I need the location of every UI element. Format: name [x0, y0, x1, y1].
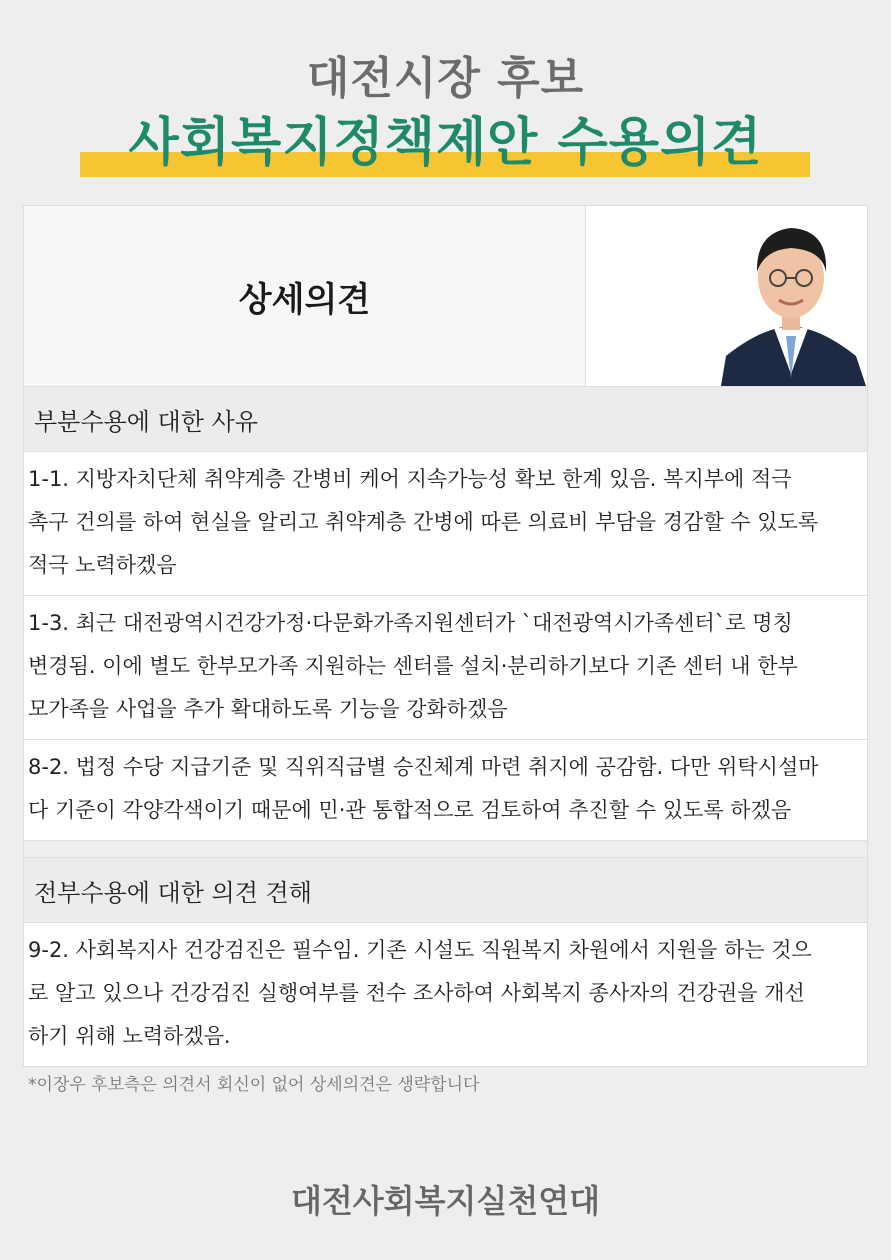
candidate-photo	[586, 206, 867, 386]
organization-name: 대전사회복지실천연대	[290, 1182, 601, 1220]
footnote: *이장우 후보측은 의견서 회신이 없어 상세의견은 생략합니다	[28, 1075, 480, 1095]
partial-item-1-1: 1-1. 지방자치단체 취약계층 간병비 케어 지속가능성 확보 한계 있음. 복지부에 적극 촉구 건의를 하여 현실을 알리고 취약계층 간병에 따른 의료비 부담을 경감할 수 있도록 적극 노력하겠음	[24, 452, 867, 596]
header-subtitle: 대전시장 후보	[306, 53, 585, 104]
header-title: 사회복지정책제안 수용의견	[128, 113, 763, 173]
opinion-card	[23, 205, 868, 1067]
partial-acceptance-heading: 부분수용에 대한 사유	[24, 387, 867, 452]
full-item-9-2: 9-2. 사회복지사 건강검진은 필수임. 기존 시설도 직원복지 차원에서 지원을 하는 것으 로 알고 있으나 건강검진 실행여부를 전수 조사하여 사회복지 종사자의 건강권을 개선 하기 위해 노력하겠음.	[28, 938, 812, 1048]
card-header	[24, 206, 867, 387]
candidate-portrait-icon	[586, 206, 866, 386]
card-label: 상세의견	[24, 206, 586, 386]
partial-item-1-3: 1-3. 최근 대전광역시건강가정·다문화가족지원센터가 `대전광역시가족센터`로 명칭 변경됨. 이에 별도 한부모가족 지원하는 센터를 설치·분리하기보다 기존 센터 내 한부 모가족을 사업을 추가 확대하도록 기능을 강화하겠음	[24, 596, 867, 740]
full-acceptance-heading: 전부수용에 대한 의견 견해	[24, 858, 867, 923]
partial-item-8-2: 8-2. 법정 수당 지급기준 및 직위직급별 승진체계 마련 취지에 공감함. 다만 위탁시설마 다 기준이 각양각색이기 때문에 민·관 통합적으로 검토하여 추진할 수 있도록 하겠음	[24, 740, 867, 841]
page-header	[0, 0, 891, 200]
section-divider	[24, 841, 867, 858]
